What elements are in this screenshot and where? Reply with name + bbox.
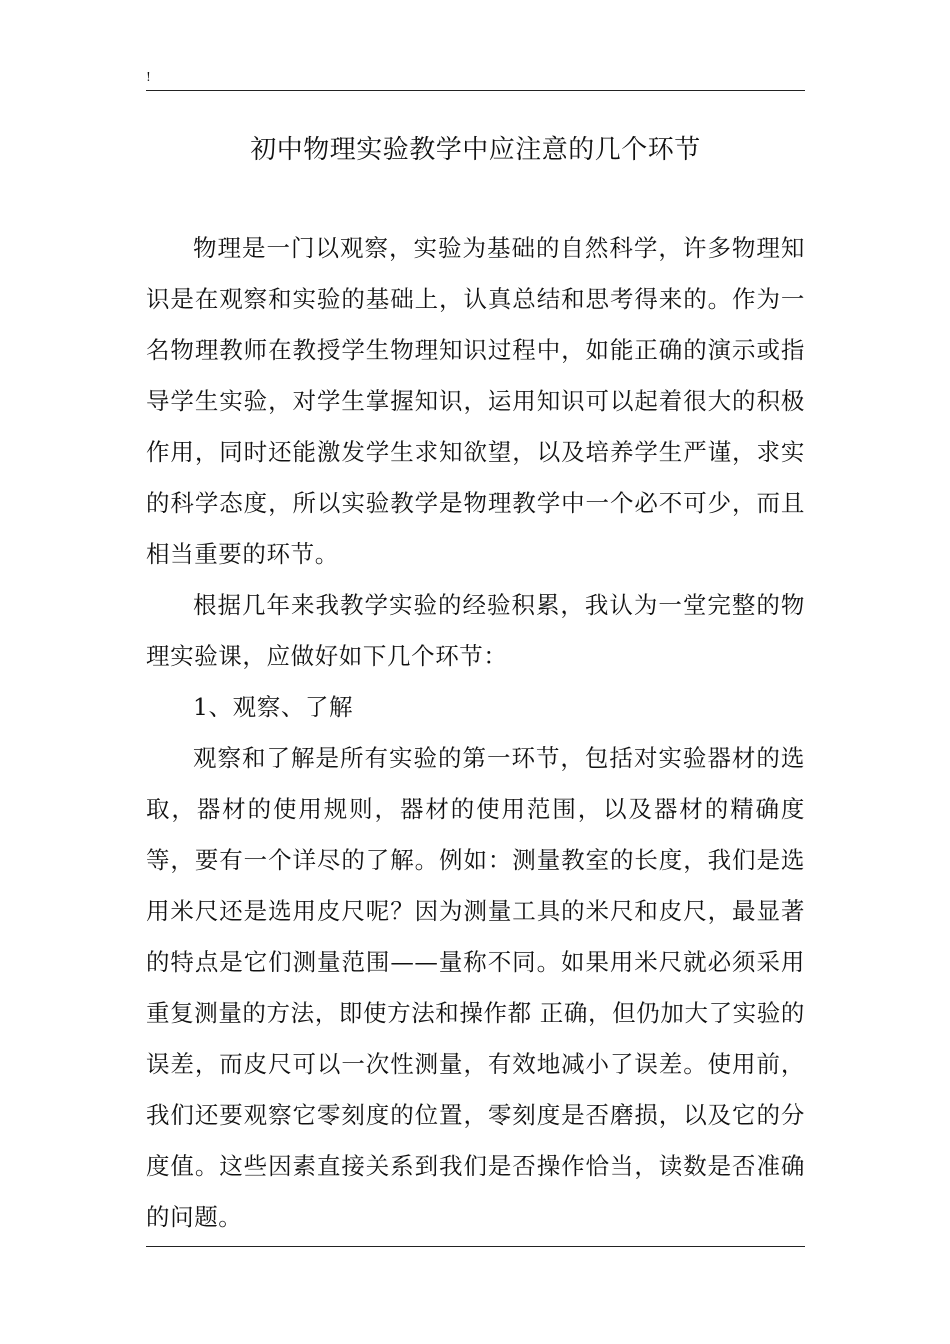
paragraph-overview: 根据几年来我教学实验的经验积累，我认为一堂完整的物理实验课，应做好如下几个环节： (146, 591, 805, 670)
paragraph-observe: 观察和了解是所有实验的第一环节，包括对实验器材的选取，器材的使用规则，器材的使用范围，以及器材的精确度等，要有一个详尽的了解。例如：测量教室的长度，我们是选用米尺还是选用皮尺呢？因为测量工具的米尺和皮尺，最显著的特点是它们测量范围——量称不同。如果用米尺就必须采用重复测量的方法，即使方法和操作都 正确，但仍加大了实验的误差，而皮尺可以一次性测量，有效地减小了误差。使用前，我们还要观察它零刻度的位置，零刻度是否磨损，以及它的分度值。这些因素直接关系到我们是否操作恰当，读数是否准确的问题。 (146, 744, 805, 1231)
section-heading-observe: 1、观察、了解 (193, 693, 354, 721)
header-mark: ! (146, 70, 151, 84)
paragraph-intro: 物理是一门以观察，实验为基础的自然科学，许多物理知识是在观察和实验的基础上，认真总结和思考得来的。作为一名物理教师在教授学生物理知识过程中，如能正确的演示或指导学生实验，对学生掌握知识，运用知识可以起着很大的积极作用，同时还能激发学生求知欲望，以及培养学生严谨，求实的科学态度，所以实验教学是物理教学中一个必不可少，而且相当重要的环节。 (146, 234, 805, 568)
document-body (146, 223, 805, 1243)
footer-rule (146, 1246, 805, 1247)
header-rule (146, 90, 805, 91)
document-title: 初中物理实验教学中应注意的几个环节 (250, 135, 701, 165)
